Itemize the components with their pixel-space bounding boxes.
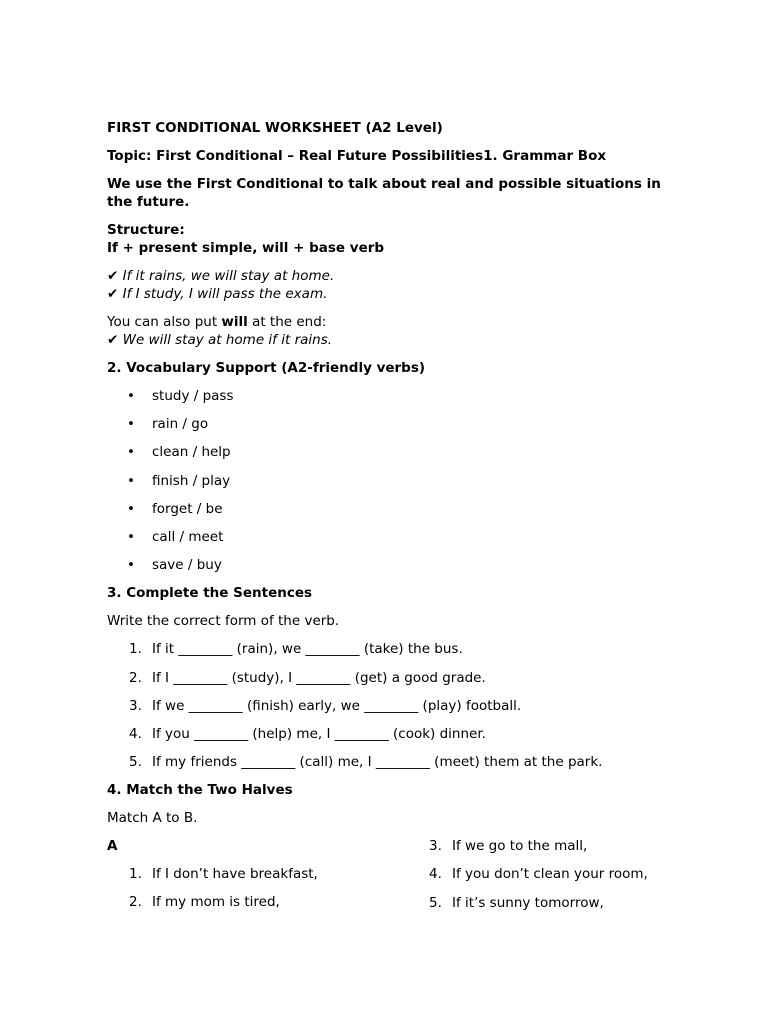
- list-item: [107, 893, 407, 911]
- item-text: If you don’t clean your room,: [452, 866, 648, 883]
- item-number: 5.: [129, 754, 142, 771]
- item-text: If I ________ (study), I ________ (get) a good grade.: [152, 669, 486, 686]
- list-item: [407, 865, 667, 883]
- list-item: • call / meet: [107, 528, 667, 546]
- list-item: [107, 640, 667, 658]
- topic-line: Topic: First Conditional – Real Future Possibilities1. Grammar Box: [107, 148, 607, 164]
- item-number: 4.: [429, 866, 442, 883]
- item-number: 2.: [129, 669, 142, 686]
- item-number: 2.: [129, 894, 142, 911]
- list-item: • rain / go: [107, 415, 667, 433]
- item-number: 1.: [129, 641, 142, 658]
- list-item: • study / pass: [107, 387, 667, 405]
- structure-formula: If + present simple, will + base verb: [107, 240, 385, 256]
- structure-label: Structure:: [107, 222, 185, 238]
- list-item: [107, 753, 667, 771]
- item-text: If it’s sunny tomorrow,: [452, 894, 604, 911]
- item-text: If we go to the mall,: [452, 838, 588, 855]
- alt-note-before: You can also put: [107, 314, 222, 330]
- section-3-title: 3. Complete the Sentences: [107, 585, 313, 602]
- item-number: 4.: [129, 725, 142, 742]
- worksheet-title: FIRST CONDITIONAL WORKSHEET (A2 Level): [107, 120, 443, 136]
- list-item: [107, 697, 667, 715]
- column-b: [407, 837, 667, 922]
- item-number: 5.: [429, 894, 442, 911]
- item-number: 1.: [129, 866, 142, 883]
- section-3-instruction: Write the correct form of the verb.: [107, 613, 340, 630]
- list-item: • save / buy: [107, 556, 667, 574]
- item-text: If I don’t have breakfast,: [152, 866, 318, 883]
- alt-note: [107, 313, 667, 331]
- item-number: 3.: [129, 697, 142, 714]
- worksheet-page: [107, 119, 667, 917]
- item-text: If my friends ________ (call) me, I ________ (meet) them at the park.: [152, 754, 603, 771]
- sentence-list: [107, 640, 667, 771]
- example-2: ✔ If I study, I will pass the exam.: [107, 286, 328, 302]
- list-item: [407, 894, 667, 912]
- list-item: • finish / play: [107, 472, 667, 490]
- column-a-list: [107, 865, 407, 911]
- intro-text: We use the First Conditional to talk about real and possible situations in the future.: [107, 176, 661, 210]
- list-item: [407, 837, 667, 855]
- alt-example: ✔ We will stay at home if it rains.: [107, 332, 333, 348]
- item-text: If it ________ (rain), we ________ (take) the bus.: [152, 641, 463, 658]
- column-a-label: A: [107, 838, 118, 855]
- section-4-title: 4. Match the Two Halves: [107, 782, 293, 799]
- item-text: If my mom is tired,: [152, 894, 280, 911]
- alt-note-bold: will: [221, 314, 248, 330]
- section-4-instruction: Match A to B.: [107, 810, 198, 827]
- list-item: [107, 725, 667, 743]
- list-item: • forget / be: [107, 500, 667, 518]
- item-text: If we ________ (finish) early, we ________ (play) football.: [152, 697, 522, 714]
- column-a: [107, 837, 407, 921]
- column-b-list: [407, 837, 667, 911]
- list-item: [107, 865, 407, 883]
- section-2-title: 2. Vocabulary Support (A2-friendly verbs): [107, 360, 426, 376]
- item-number: 3.: [429, 838, 442, 855]
- item-text: If you ________ (help) me, I ________ (cook) dinner.: [152, 725, 486, 742]
- list-item: • clean / help: [107, 443, 667, 461]
- alt-note-after: at the end:: [247, 314, 327, 330]
- list-item: [107, 669, 667, 687]
- match-columns: [107, 837, 667, 917]
- vocab-list: [107, 387, 667, 574]
- example-1: ✔ If it rains, we will stay at home.: [107, 268, 335, 284]
